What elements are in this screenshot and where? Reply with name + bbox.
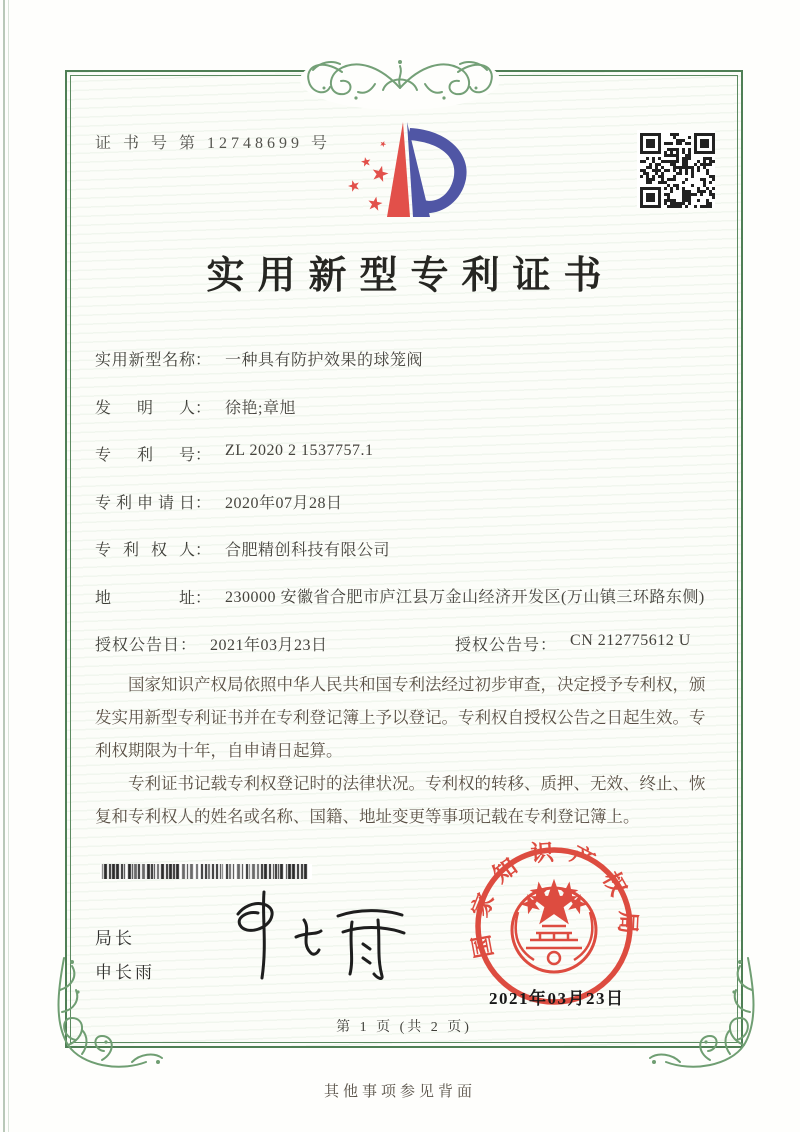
field-value: ZL 2020 2 1537757.1 [225, 442, 374, 459]
field-value: 230000 安徽省合肥市庐江县万金山经济开发区(万山镇三环路东侧) [225, 589, 705, 606]
field-label: 专利号 [95, 447, 195, 464]
qr-code-icon [637, 130, 715, 208]
field-colon: ： [195, 447, 212, 464]
field-value: 一种具有防护效果的球笼阀 [225, 352, 424, 369]
barcode-icon [100, 864, 312, 879]
cnipa-logo-icon [330, 116, 480, 236]
field-colon: ： [195, 590, 212, 607]
commissioner-name: 申长雨 [95, 963, 155, 982]
field-label: 专利申请日 [95, 495, 195, 512]
commissioner-title: 局长 [95, 929, 135, 948]
grant-no-value: CN 212775612 U [570, 632, 691, 649]
field-label: 实用新型名称 [95, 352, 195, 369]
grant-date-value: 2021年03月23日 [210, 637, 328, 654]
field-row-patentee [95, 537, 390, 560]
page-number: 第 1 页 (共 2 页) [336, 1020, 472, 1035]
grant-date-label: 授权公告日 [95, 637, 181, 654]
field-colon: ： [195, 352, 212, 369]
field-row-name [95, 347, 423, 370]
field-colon: ： [540, 637, 557, 654]
grant-no-label: 授权公告号 [455, 637, 541, 654]
field-value: 合肥精创科技有限公司 [225, 542, 391, 559]
back-side-note: 其他事项参见背面 [323, 1084, 476, 1100]
field-row-filing-date [95, 490, 343, 513]
field-label: 地址 [95, 590, 195, 607]
field-label: 专利权人 [95, 542, 195, 559]
scan-edge-line-2 [8, 0, 9, 1132]
certificate-number: 证 书 号 第 12748699 号 [95, 135, 332, 152]
field-row-patent-no [95, 442, 373, 465]
seal-date: 2021年03月23日 [489, 989, 625, 1008]
legal-text [95, 668, 713, 833]
legal-paragraph-2: 专利证书记载专利权登记时的法律状况。专利权的转移、质押、无效、终止、恢复和专利权人的姓名或名称、国籍、地址变更等事项记载在专利登记簿上。 [95, 774, 706, 826]
field-label: 发明人 [95, 400, 195, 417]
certificate-title: 实用新型专利证书 [206, 255, 615, 297]
signature-icon [222, 884, 417, 982]
field-value: 2020年07月28日 [225, 495, 343, 512]
seal-text: 国家知识产权局 [466, 839, 641, 960]
field-colon: ： [180, 637, 197, 654]
field-colon: ： [195, 495, 212, 512]
field-row-inventor [95, 395, 296, 418]
field-value: 徐艳;章旭 [225, 400, 296, 417]
field-row-grant [95, 632, 691, 655]
grant-no-pair [455, 632, 691, 655]
scan-edge-line [3, 0, 5, 1132]
field-colon: ： [195, 542, 212, 559]
field-colon: ： [195, 400, 212, 417]
legal-paragraph-1: 国家知识产权局依照中华人民共和国专利法经过初步审查，决定授予专利权，颁发实用新型专利证书并在专利登记簿上予以登记。专利权自授权公告之日起生效。专利权期限为十年，自申请日起算。 [95, 675, 706, 760]
field-row-address [95, 585, 705, 611]
